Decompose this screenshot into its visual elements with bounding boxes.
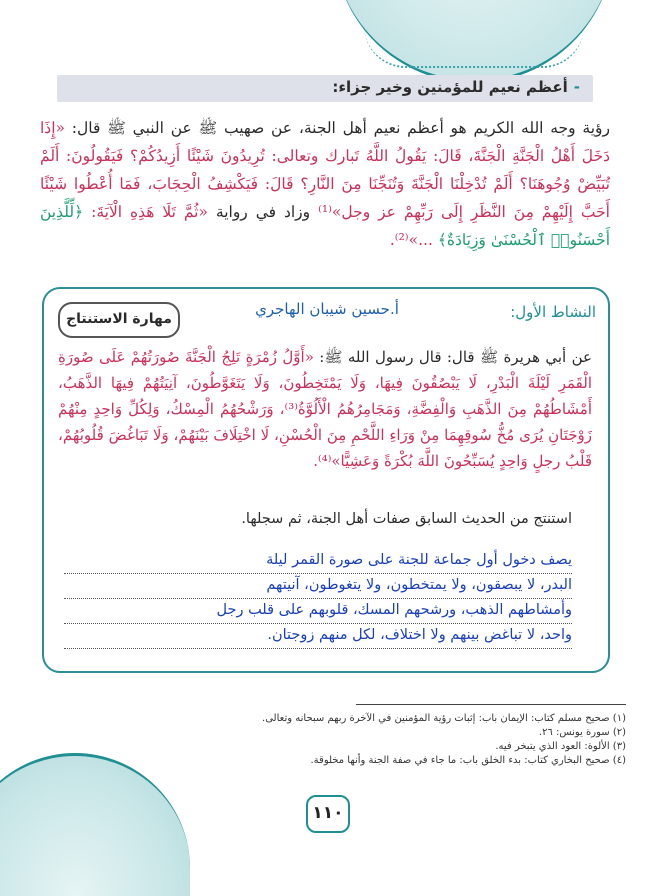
heading-dash: - [573,78,580,96]
answer-line[interactable]: واحد، لا تباغض بينهم ولا اختلاف، لكل منهم زوجتان. [64,624,572,649]
hadith-addition: وزاد في رواية [207,203,319,221]
page-number: ١١٠ [306,795,350,833]
activity-instruction: استنتج من الحديث السابق صفات أهل الجنة، ثم سجلها. [241,511,572,527]
activity-label: النشاط الأول: [510,303,596,321]
activity-hadith [58,344,592,474]
skill-badge: مهارة الاستنتاج [58,302,180,338]
answer-line[interactable]: البدر، لا يبصقون، ولا يمتخطون، ولا يتغوطون، آنيتهم [64,574,572,599]
hadith-addition-quote: «ثُمَّ تَلَا هَذِهِ الْآيَةَ: [83,203,208,221]
activity-hadith-quote: «أَوَّلُ زُمْرَةٍ تَلِجُ الْجَنَّةَ صُورَتُهُمْ عَلَى صُورَةِ الْقَمَرِ لَيْلَةَ الْبَدْرِ، لَا يَبْصُقُونَ فِيهَا، وَلَا يَمْتَخِطُونَ، وَلَا يَتَغَوَّطُونَ، آنِيَتُهُمْ فِيهَا الذَّهَبُ، أَمْشَاطُهُمْ مِنَ الذَّهَبِ وَالْفِضَّةِ، وَمَجَامِرُهُمُ الْأَلُوَّةُ⁽³⁾، وَرَشْحُهُمُ الْمِسْكُ، وَلِكُلِّ وَاحِدٍ مِنْهُمْ زَوْجَتَانِ يُرَى مُخُّ سُوقِهِمَا مِنْ وَرَاءِ اللَّحْمِ مِنَ الْحُسْنِ، لَا اخْتِلَافَ بَيْنَهُمْ، وَلَا تَبَاغُضَ قُلُوبُهُمْ، قَلْبُ رجلٍ وَاحِدٍ يُسَبِّحُونَ اللَّهَ بُكْرَةً وَعَشِيًّا»⁽⁴⁾. [58,348,592,470]
hadith-end: ...»⁽²⁾. [389,231,438,249]
footnote: (٣) الألوة: العود الذي يتبخر فيه. [495,741,626,752]
answer-line[interactable]: يصف دخول أول جماعة للجنة على صورة القمر ليلة [64,549,572,574]
hadith-quote: «إِذَا دَخَلَ أَهْلُ الْجَنَّةِ الْجَنَّةَ، قَالَ: يَقُولُ اللَّهُ تَبارك وتعالى: تُرِيدُونَ شَيْئًا أَزِيدُكُمْ؟ فَيَقُولُونَ: أَلَمْ تُبَيِّضْ وُجُوهَنَا؟ أَلَمْ تُدْخِلْنَا الْجَنَّةَ وَتُنَجِّنَا مِنَ النَّارِ؟ قَالَ: فَيَكْشِفُ الْحِجَابَ، فَمَا أُعْطُوا شَيْئًا أَحَبَّ إِلَيْهِمْ مِنَ النَّظَرِ إِلَى رَبِّهِمْ عز وجل»⁽¹⁾ [40,119,610,221]
section-heading [332,78,580,96]
quran-verse: ﴿لِّلَّذِينَ أَحْسَنُوا۟ ٱلْحُسْنَىٰ وَزِيَادَةٌ﴾ [40,203,610,249]
footnote-divider [356,704,626,705]
decorative-top-ornament [334,0,614,83]
answer-line[interactable]: وأمشاطهم الذهب، ورشحهم المسك، قلوبهم على قلب رجل [64,599,572,624]
footnotes [66,712,626,768]
footnote: (١) صحيح مسلم كتاب: الإيمان باب: إثبات رؤية المؤمنين في الآخرة ربهم سبحانه وتعالى. [262,713,626,724]
answer-area[interactable] [64,549,572,649]
footnote: (٢) سورة يونس: ٢٦. [538,727,626,738]
hadith-paragraph [40,114,610,254]
decorative-bottom-ornament [0,753,190,896]
activity-hadith-intro: عن أبي هريرة ﷺ قال: قال رسول الله ﷺ: [313,348,592,366]
hadith-intro: رؤية وجه الله الكريم هو أعظم نعيم أهل الجنة، عن صهيب ﷺ عن النبي ﷺ قال: [65,119,610,137]
heading-title: أعظم نعيم للمؤمنين وخير جزاء: [332,78,568,96]
activity-author: أ.حسين شيبان الهاجري [255,300,399,318]
footnote: (٤) صحيح البخاري كتاب: بدء الخلق باب: ما جاء في صفة الجنة وأنها مخلوقة. [310,755,626,766]
